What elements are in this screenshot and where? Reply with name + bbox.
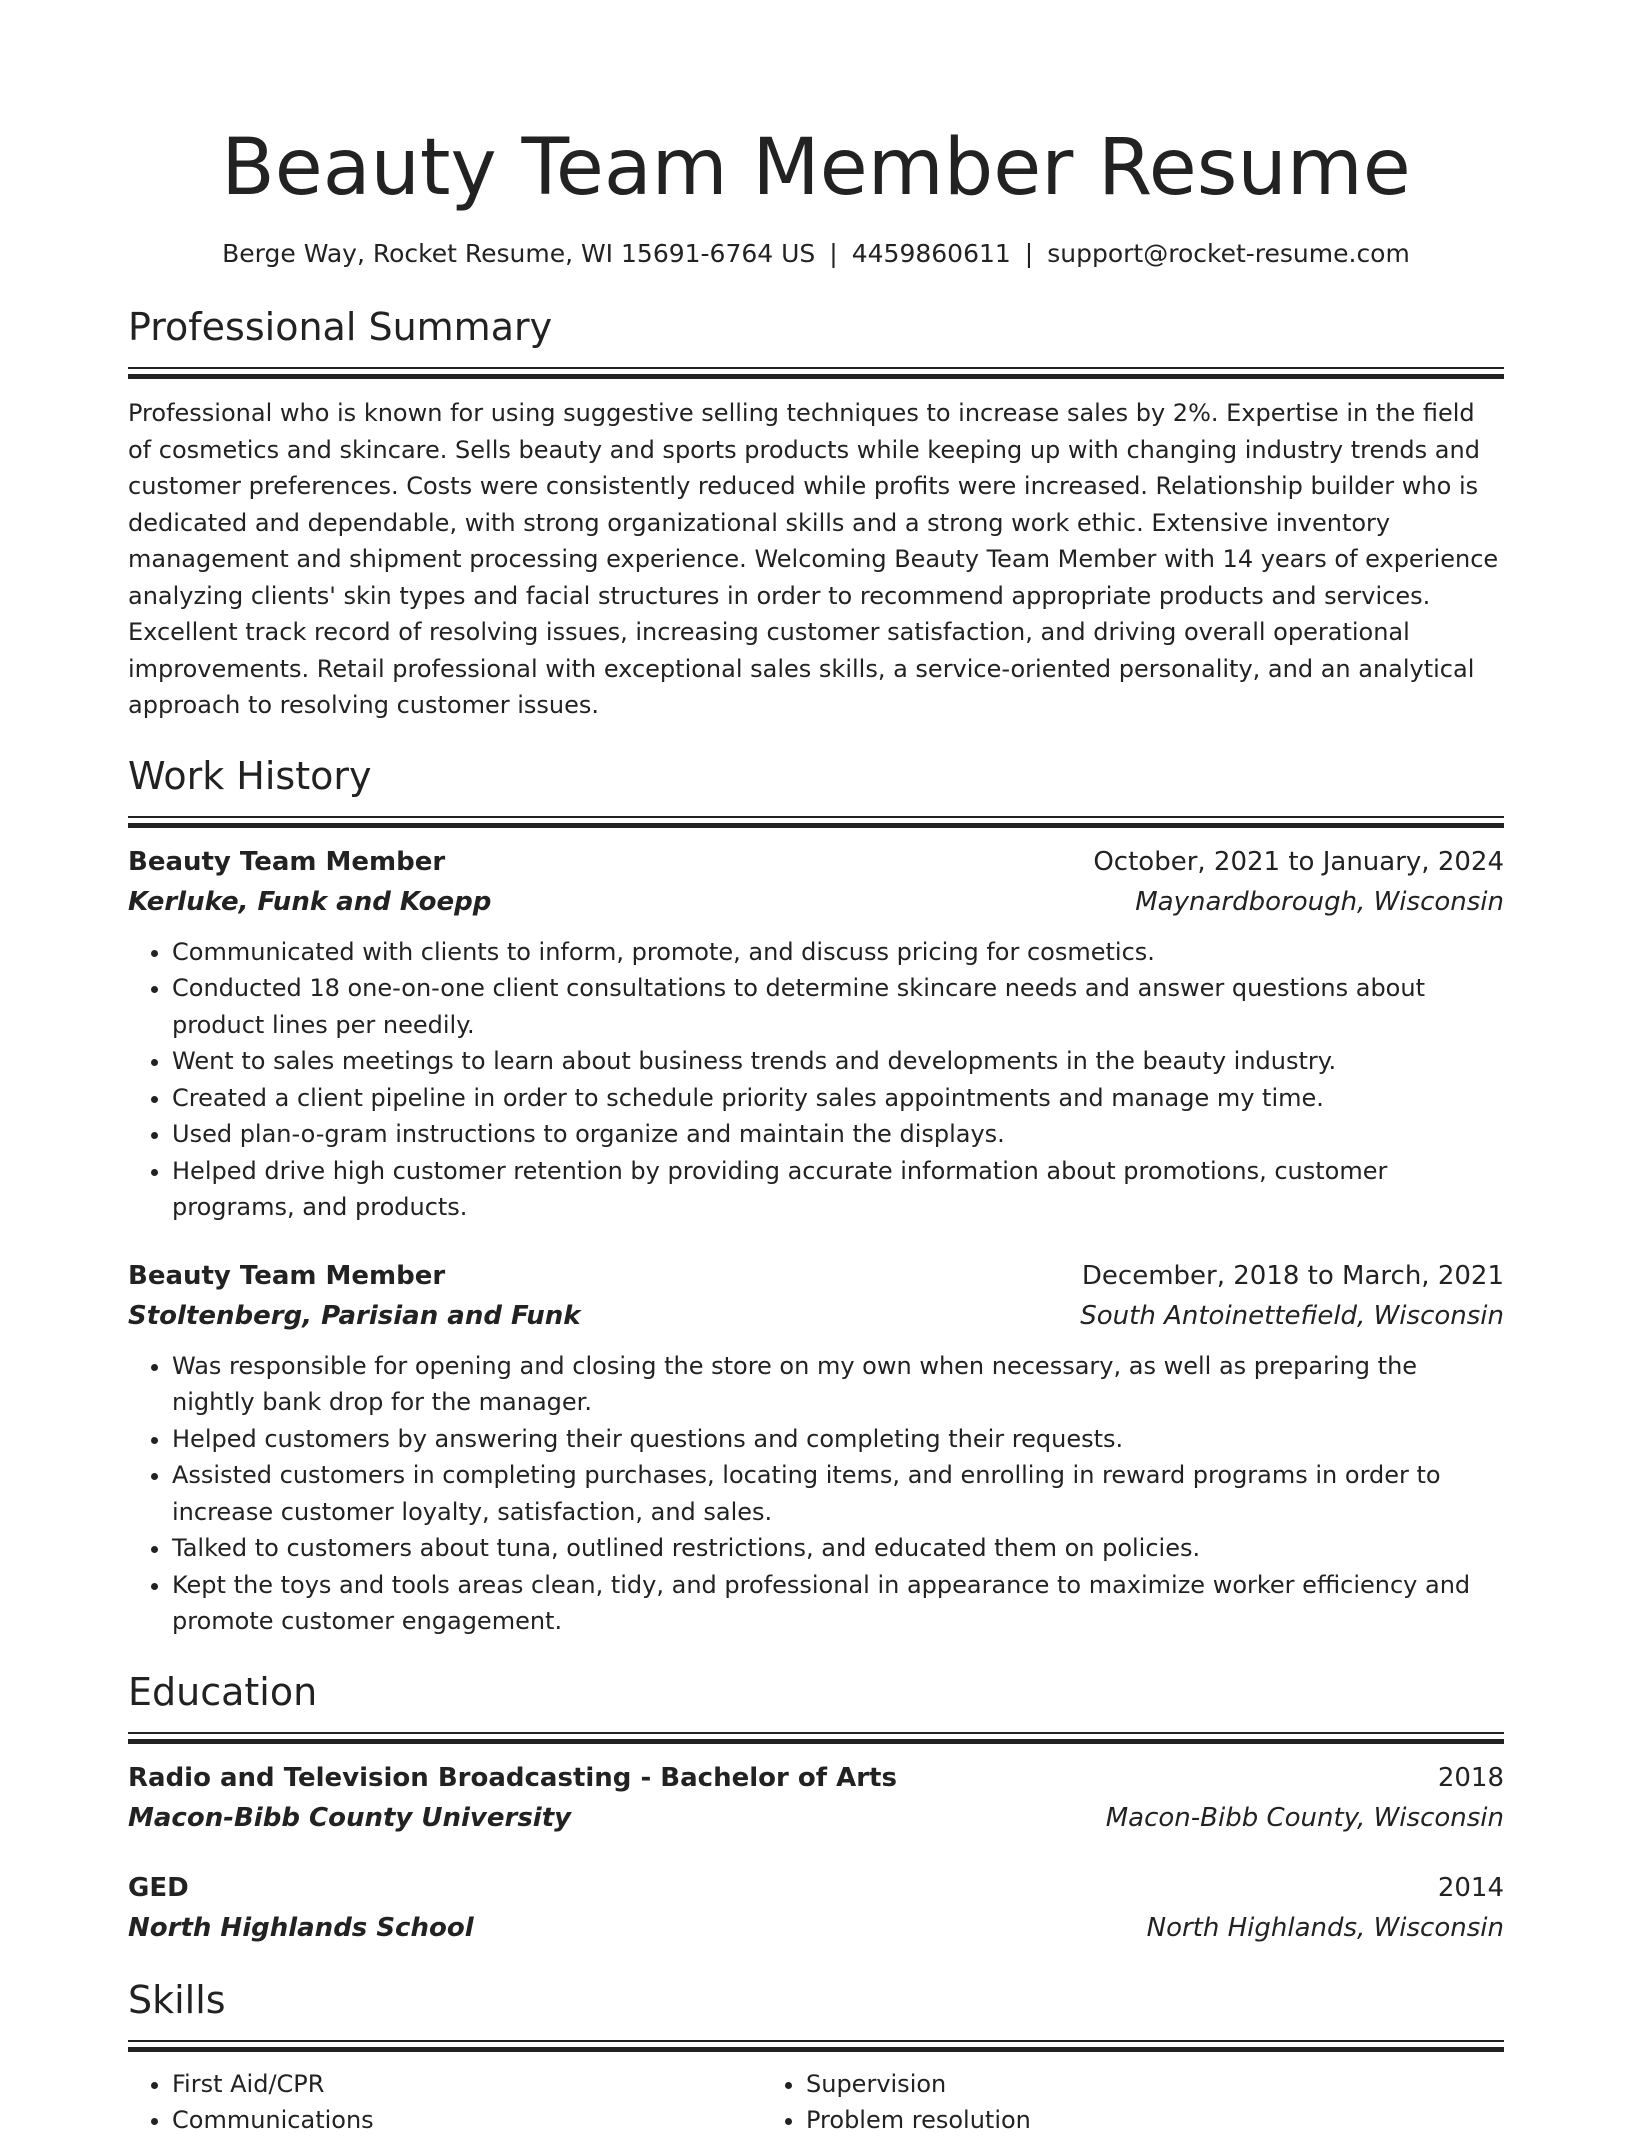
job-company: Stoltenberg, Parisian and Funk [128,1300,581,1331]
job-entry [128,842,1504,1226]
job-location: South Antoinettefield, Wisconsin [1080,1300,1504,1331]
job-company: Kerluke, Funk and Koepp [128,886,492,917]
job-bullet: • Kept the toys and tools areas clean, tidy, and professional in appearance to maximize worker efficiency and promote customer engagement. [172,1567,1504,1640]
skills-column-left [128,2066,762,2139]
job-entry [128,1256,1504,1640]
skills-heading: Skills [128,1977,226,2022]
education-location: Macon-Bibb County, Wisconsin [1105,1802,1504,1833]
education-year: 2018 [1437,1762,1504,1793]
skills-grid [128,2066,1504,2139]
education-degree: GED [128,1872,189,1903]
skills-column-right [762,2066,1396,2139]
job-company-row [128,882,1504,922]
contact-phone: 4459860611 [851,239,1011,268]
education-year: 2014 [1437,1872,1504,1903]
summary-heading: Professional Summary [128,305,553,349]
section-divider [128,1732,1504,1744]
job-bullet: • Assisted customers in completing purchases, locating items, and enrolling in reward programs in order to increase customer loyalty, satisfaction, and sales. [172,1457,1504,1530]
section-divider [128,2040,1504,2052]
job-bullet: • Communicated with clients to inform, promote, and discuss pricing for cosmetics. [172,934,1504,971]
job-bullets [128,1348,1504,1640]
education-heading: Education [128,1669,318,1714]
skills-section [128,1976,1504,2139]
contact-separator: | [1024,239,1034,268]
contact-line [128,237,1504,271]
skill-item: • First Aid/CPR [172,2066,762,2103]
contact-address: Berge Way, Rocket Resume, WI 15691-6764 US [222,239,816,268]
education-header-row [128,1758,1504,1798]
job-header-row [128,1256,1504,1296]
skill-item: • Problem resolution [806,2102,1396,2139]
job-bullet: • Went to sales meetings to learn about business trends and developments in the beauty industry. [172,1043,1504,1080]
job-title: Beauty Team Member [128,1260,446,1291]
education-section [128,1668,1504,1948]
skill-item: • Supervision [806,2066,1396,2103]
education-school: North Highlands School [128,1912,474,1943]
work-history-heading: Work History [128,753,372,798]
job-bullet: • Conducted 18 one-on-one client consultations to determine skincare needs and answer questions about product lines per needily. [172,970,1504,1043]
education-entry [128,1758,1504,1838]
contact-email: support@rocket-resume.com [1047,239,1410,268]
summary-section [128,303,1504,724]
education-entry [128,1868,1504,1948]
resume-page [128,0,1504,2139]
education-school: Macon-Bibb County University [128,1802,572,1833]
job-dates: December, 2018 to March, 2021 [1081,1260,1504,1291]
work-history-section [128,752,1504,1640]
education-location: North Highlands, Wisconsin [1146,1912,1504,1943]
education-school-row [128,1798,1504,1838]
summary-text: Professional who is known for using suggestive selling techniques to increase sales by 2%. Expertise in the field of cosmetics and skincare. Sells beauty and sports products while keeping up with changing industry trends and customer preferences. Costs were consistently reduced while profits were increased. Relationship builder who is dedicated and dependable, with strong organizational skills and a strong work ethic. Extensive inventory management and shipment processing experience. Welcoming Beauty Team Member with 14 years of experience analyzing clients' skin types and facial structures in order to recommend appropriate products and services. Excellent track record of resolving issues, increasing customer satisfaction, and driving overall operational improvements. Retail professional with exceptional sales skills, a service-oriented personality, and an analytical approach to resolving customer issues. [128,399,1499,719]
resume-title: Beauty Team Member Resume [221,123,1411,213]
job-company-row [128,1296,1504,1336]
job-bullet: • Was responsible for opening and closing the store on my own when necessary, as well as preparing the nightly bank drop for the manager. [172,1348,1504,1421]
job-bullet: • Created a client pipeline in order to schedule priority sales appointments and manage my time. [172,1080,1504,1117]
job-dates: October, 2021 to January, 2024 [1093,846,1504,877]
job-bullet: • Helped customers by answering their questions and completing their requests. [172,1421,1504,1458]
job-header-row [128,842,1504,882]
job-bullets [128,934,1504,1226]
job-title: Beauty Team Member [128,846,446,877]
skill-item: • Communications [172,2102,762,2139]
job-bullet: • Helped drive high customer retention by providing accurate information about promotions, customer programs, and products. [172,1153,1504,1226]
section-divider [128,816,1504,828]
contact-separator: | [829,239,838,268]
education-degree: Radio and Television Broadcasting - Bachelor of Arts [128,1762,897,1793]
job-location: Maynardborough, Wisconsin [1135,886,1504,917]
section-divider [128,367,1504,379]
job-bullet: • Talked to customers about tuna, outlined restrictions, and educated them on policies. [172,1530,1504,1567]
education-header-row [128,1868,1504,1908]
education-school-row [128,1908,1504,1948]
job-bullet: • Used plan-o-gram instructions to organize and maintain the displays. [172,1116,1504,1153]
